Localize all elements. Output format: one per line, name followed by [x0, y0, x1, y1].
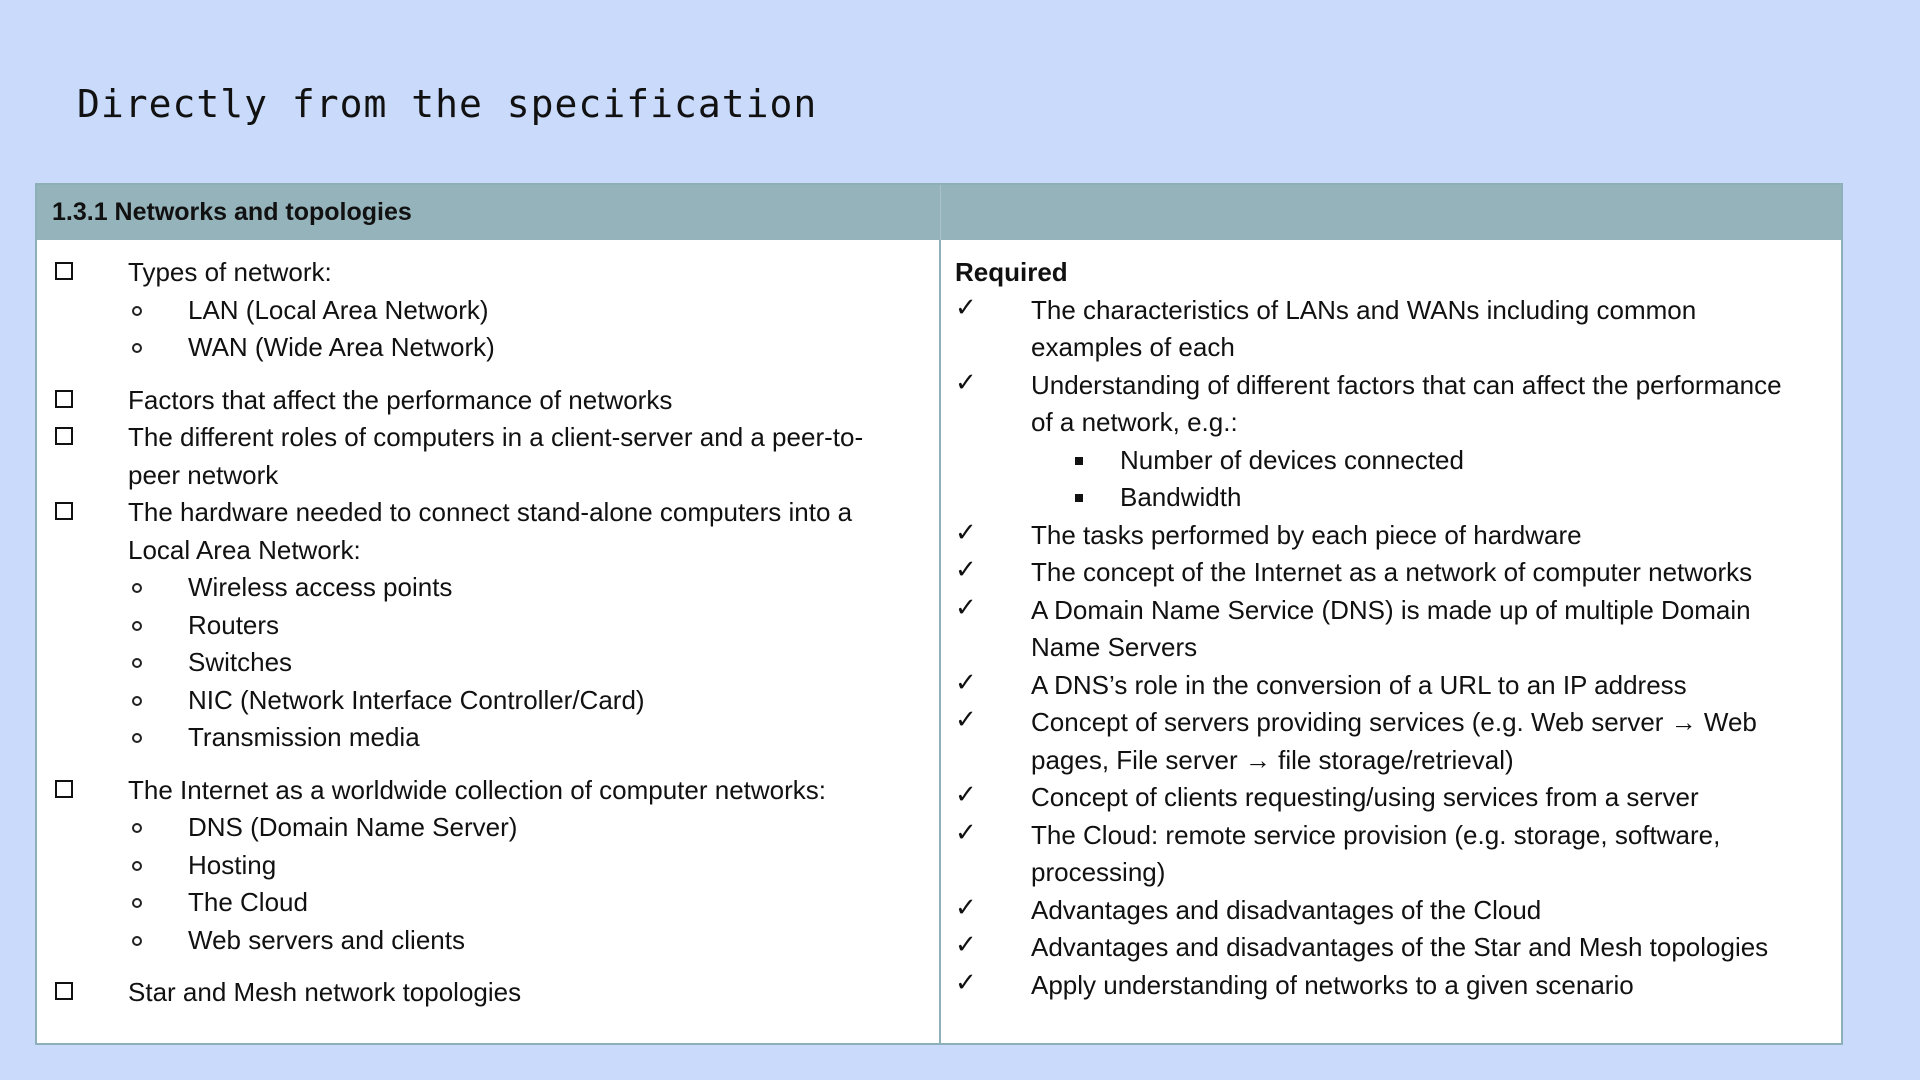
requirement-item: [941, 817, 1841, 892]
hollow-circle-icon: [132, 898, 142, 908]
requirement-text: Understanding of different factors that can affect the performance: [1031, 369, 1782, 400]
table-header: [37, 185, 1841, 240]
topics-column: [37, 240, 941, 1043]
topic-item: [37, 419, 939, 494]
topic-item: [37, 494, 939, 757]
checkmark-icon: ✓: [955, 517, 977, 548]
hollow-circle-icon: [132, 621, 142, 631]
requirement-text: examples of each: [1031, 332, 1235, 362]
subtopic-item: [128, 809, 939, 847]
checkmark-icon: ✓: [955, 930, 977, 960]
checkbox-icon: [55, 390, 73, 408]
checkbox-icon: [55, 982, 73, 1000]
hollow-circle-icon: [132, 583, 142, 593]
requirement-text: A DNS’s role in the conversion of a URL to an IP address: [1031, 669, 1687, 700]
requirement-item: [941, 704, 1841, 779]
requirement-subitem-text: Bandwidth: [1120, 482, 1242, 512]
table-body: [37, 240, 1841, 1043]
requirement-item: [941, 592, 1841, 667]
slide-title: Directly from the specification: [77, 82, 818, 126]
topic-text: The Internet as a worldwide collection of computer networks:: [128, 774, 827, 805]
hollow-circle-icon: [132, 306, 142, 316]
required-label: Required: [955, 257, 1068, 287]
checkmark-icon: ✓: [955, 592, 977, 623]
topic-item: [37, 974, 939, 1012]
subtopic-text: Hosting: [188, 849, 277, 880]
requirement-item: [941, 929, 1841, 967]
topic-text: Factors that affect the performance of networks: [128, 384, 673, 415]
requirement-subitem: [1031, 479, 1841, 517]
requirement-text: Concept of clients requesting/using services from a server: [1031, 782, 1699, 812]
checkmark-icon: ✓: [955, 892, 977, 923]
subtopic-item: [128, 607, 939, 645]
header-divider: [940, 185, 941, 240]
subtopic-list: [128, 292, 939, 367]
topic-item: [37, 772, 939, 960]
requirement-item: [941, 967, 1841, 1005]
checkmark-icon: ✓: [955, 667, 977, 698]
requirement-subitem-text: Number of devices connected: [1120, 444, 1464, 475]
subtopic-item: [128, 847, 939, 885]
specification-table: [35, 183, 1843, 1045]
hollow-circle-icon: [132, 823, 142, 833]
subtopic-item: [128, 569, 939, 607]
hollow-circle-icon: [132, 343, 142, 353]
topic-text: The different roles of computers in a client-server and a peer-to-: [128, 422, 864, 452]
subtopic-text: DNS (Domain Name Server): [188, 812, 518, 842]
checkmark-icon: ✓: [955, 367, 977, 398]
requirement-subitem: [1031, 442, 1841, 480]
requirement-item: [941, 892, 1841, 930]
subtopic-item: [128, 292, 939, 330]
subtopic-item: [128, 884, 939, 922]
square-bullet-icon: [1075, 494, 1083, 502]
topic-text: Star and Mesh network topologies: [128, 977, 522, 1007]
subtopic-text: NIC (Network Interface Controller/Card): [188, 684, 645, 715]
table-header-title: 1.3.1 Networks and topologies: [52, 198, 412, 226]
subtopic-item: [128, 329, 939, 367]
requirement-text: of a network, e.g.:: [1031, 407, 1238, 437]
checkmark-icon: ✓: [955, 817, 977, 848]
subtopic-item: [128, 719, 939, 757]
requirement-item: [941, 292, 1841, 367]
requirement-item: [941, 554, 1841, 592]
subtopic-item: [128, 682, 939, 720]
hollow-circle-icon: [132, 733, 142, 743]
requirement-text: Advantages and disadvantages of the Star and Mesh topologies: [1031, 932, 1769, 962]
subtopic-text: LAN (Local Area Network): [188, 294, 489, 325]
requirement-text: A Domain Name Service (DNS) is made up of multiple Domain: [1031, 594, 1751, 625]
checkmark-icon: ✓: [955, 967, 977, 998]
subtopic-text: The Cloud: [188, 887, 308, 917]
requirement-text: processing): [1031, 857, 1166, 887]
hollow-circle-icon: [132, 861, 142, 871]
subtopic-list: [128, 569, 939, 757]
requirement-item: [941, 367, 1841, 517]
requirement-text: pages, File server → file storage/retrieval): [1031, 744, 1514, 775]
checkmark-icon: ✓: [955, 292, 977, 323]
topic-text: The hardware needed to connect stand-alone computers into a: [128, 497, 853, 527]
requirement-text: Concept of servers providing services (e.g. Web server → Web: [1031, 707, 1757, 737]
subtopic-text: Switches: [188, 647, 293, 677]
hollow-circle-icon: [132, 696, 142, 706]
requirement-text: The characteristics of LANs and WANs including common: [1031, 294, 1697, 325]
subtopic-text: Transmission media: [188, 722, 420, 752]
requirement-item: [941, 779, 1841, 817]
topic-text: peer network: [128, 459, 279, 490]
checkmark-icon: ✓: [955, 555, 977, 585]
topic-item: [37, 254, 939, 367]
square-bullet-icon: [1075, 457, 1083, 465]
subtopic-text: Wireless access points: [188, 572, 453, 602]
requirement-text: Advantages and disadvantages of the Cloud: [1031, 894, 1542, 925]
subtopic-text: WAN (Wide Area Network): [188, 332, 495, 362]
requirement-text: The Cloud: remote service provision (e.g. storage, software,: [1031, 819, 1721, 850]
requirement-text: The concept of the Internet as a network of computer networks: [1031, 557, 1753, 587]
checkmark-icon: ✓: [955, 780, 977, 810]
subtopic-text: Web servers and clients: [188, 924, 465, 955]
topic-item: [37, 382, 939, 420]
hollow-circle-icon: [132, 936, 142, 946]
topic-text: Types of network:: [128, 257, 332, 287]
checkmark-icon: ✓: [955, 705, 977, 735]
subtopic-item: [128, 644, 939, 682]
requirement-item: [941, 667, 1841, 705]
requirement-text: Apply understanding of networks to a given scenario: [1031, 969, 1634, 1000]
checkbox-icon: [55, 780, 73, 798]
requirement-text: The tasks performed by each piece of hardware: [1031, 519, 1582, 550]
requirement-sublist: [1031, 442, 1841, 517]
requirement-text: Name Servers: [1031, 632, 1198, 662]
hollow-circle-icon: [132, 658, 142, 668]
subtopic-list: [128, 809, 939, 959]
subtopic-text: Routers: [188, 609, 280, 640]
requirements-column: [941, 240, 1841, 1043]
checkbox-icon: [55, 427, 73, 445]
checkbox-icon: [55, 262, 73, 280]
requirement-item: [941, 517, 1841, 555]
checkbox-icon: [55, 502, 73, 520]
subtopic-item: [128, 922, 939, 960]
topic-text: Local Area Network:: [128, 534, 361, 565]
